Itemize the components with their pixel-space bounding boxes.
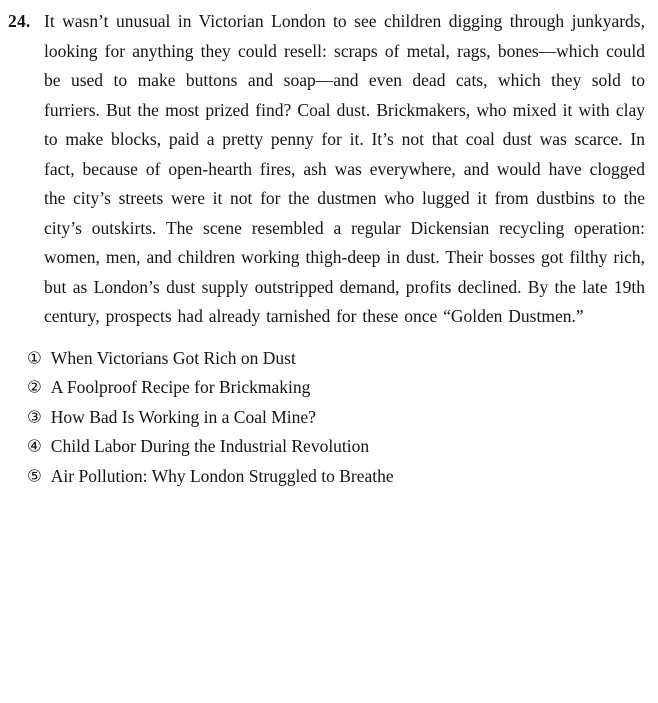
- choice-5-text: Air Pollution: Why London Struggled to Breathe: [50, 465, 394, 486]
- choice-option-4: [27, 432, 645, 462]
- choice-5-circled-number: ⑤: [27, 466, 42, 486]
- choice-2-text: A Foolproof Recipe for Brickmaking: [50, 377, 311, 398]
- passage-text: It wasn’t unusual in Victorian London to see children digging through junkyards, looking for anything they could resell: scraps of metal, rags, bones—which could be used to make buttons and soap—and even dead cats, which they sold to furriers. But the most prized find? Coal dust. Brickmakers, who mixed it with clay to make blocks, paid a pretty penny for it. It’s not that coal dust was scarce. In fact, because of open-hearth fires, ash was everywhere, and would have clogged the city’s streets were it not for the dustmen who lugged it from dustbins to the city’s outskirts. The scene resembled a regular Dickensian recycling operation: women, men, and children working thigh-deep in dust. Their bosses got filthy rich, but as London’s dust supply outstripped demand, profits declined. By the late 19th century, prospects had already tarnished for these once “Golden Dustmen.”: [44, 11, 645, 326]
- choice-4-text: Child Labor During the Industrial Revolution: [50, 436, 370, 457]
- choice-3-text: How Bad Is Working in a Coal Mine?: [50, 406, 316, 427]
- choice-option-5: [27, 462, 645, 492]
- choice-option-2: [27, 373, 645, 403]
- question-number: 24.: [8, 11, 31, 31]
- choice-1-circled-number: ①: [27, 348, 42, 367]
- choice-2-circled-number: ②: [27, 377, 42, 397]
- choices-list: [8, 344, 645, 492]
- choice-4-circled-number: ④: [27, 436, 42, 456]
- choice-1-text: When Victorians Got Rich on Dust: [50, 347, 296, 368]
- choice-option-1: [27, 344, 645, 374]
- question-block: [8, 7, 645, 332]
- choice-3-circled-number: ③: [27, 407, 42, 427]
- choice-option-3: [27, 403, 645, 433]
